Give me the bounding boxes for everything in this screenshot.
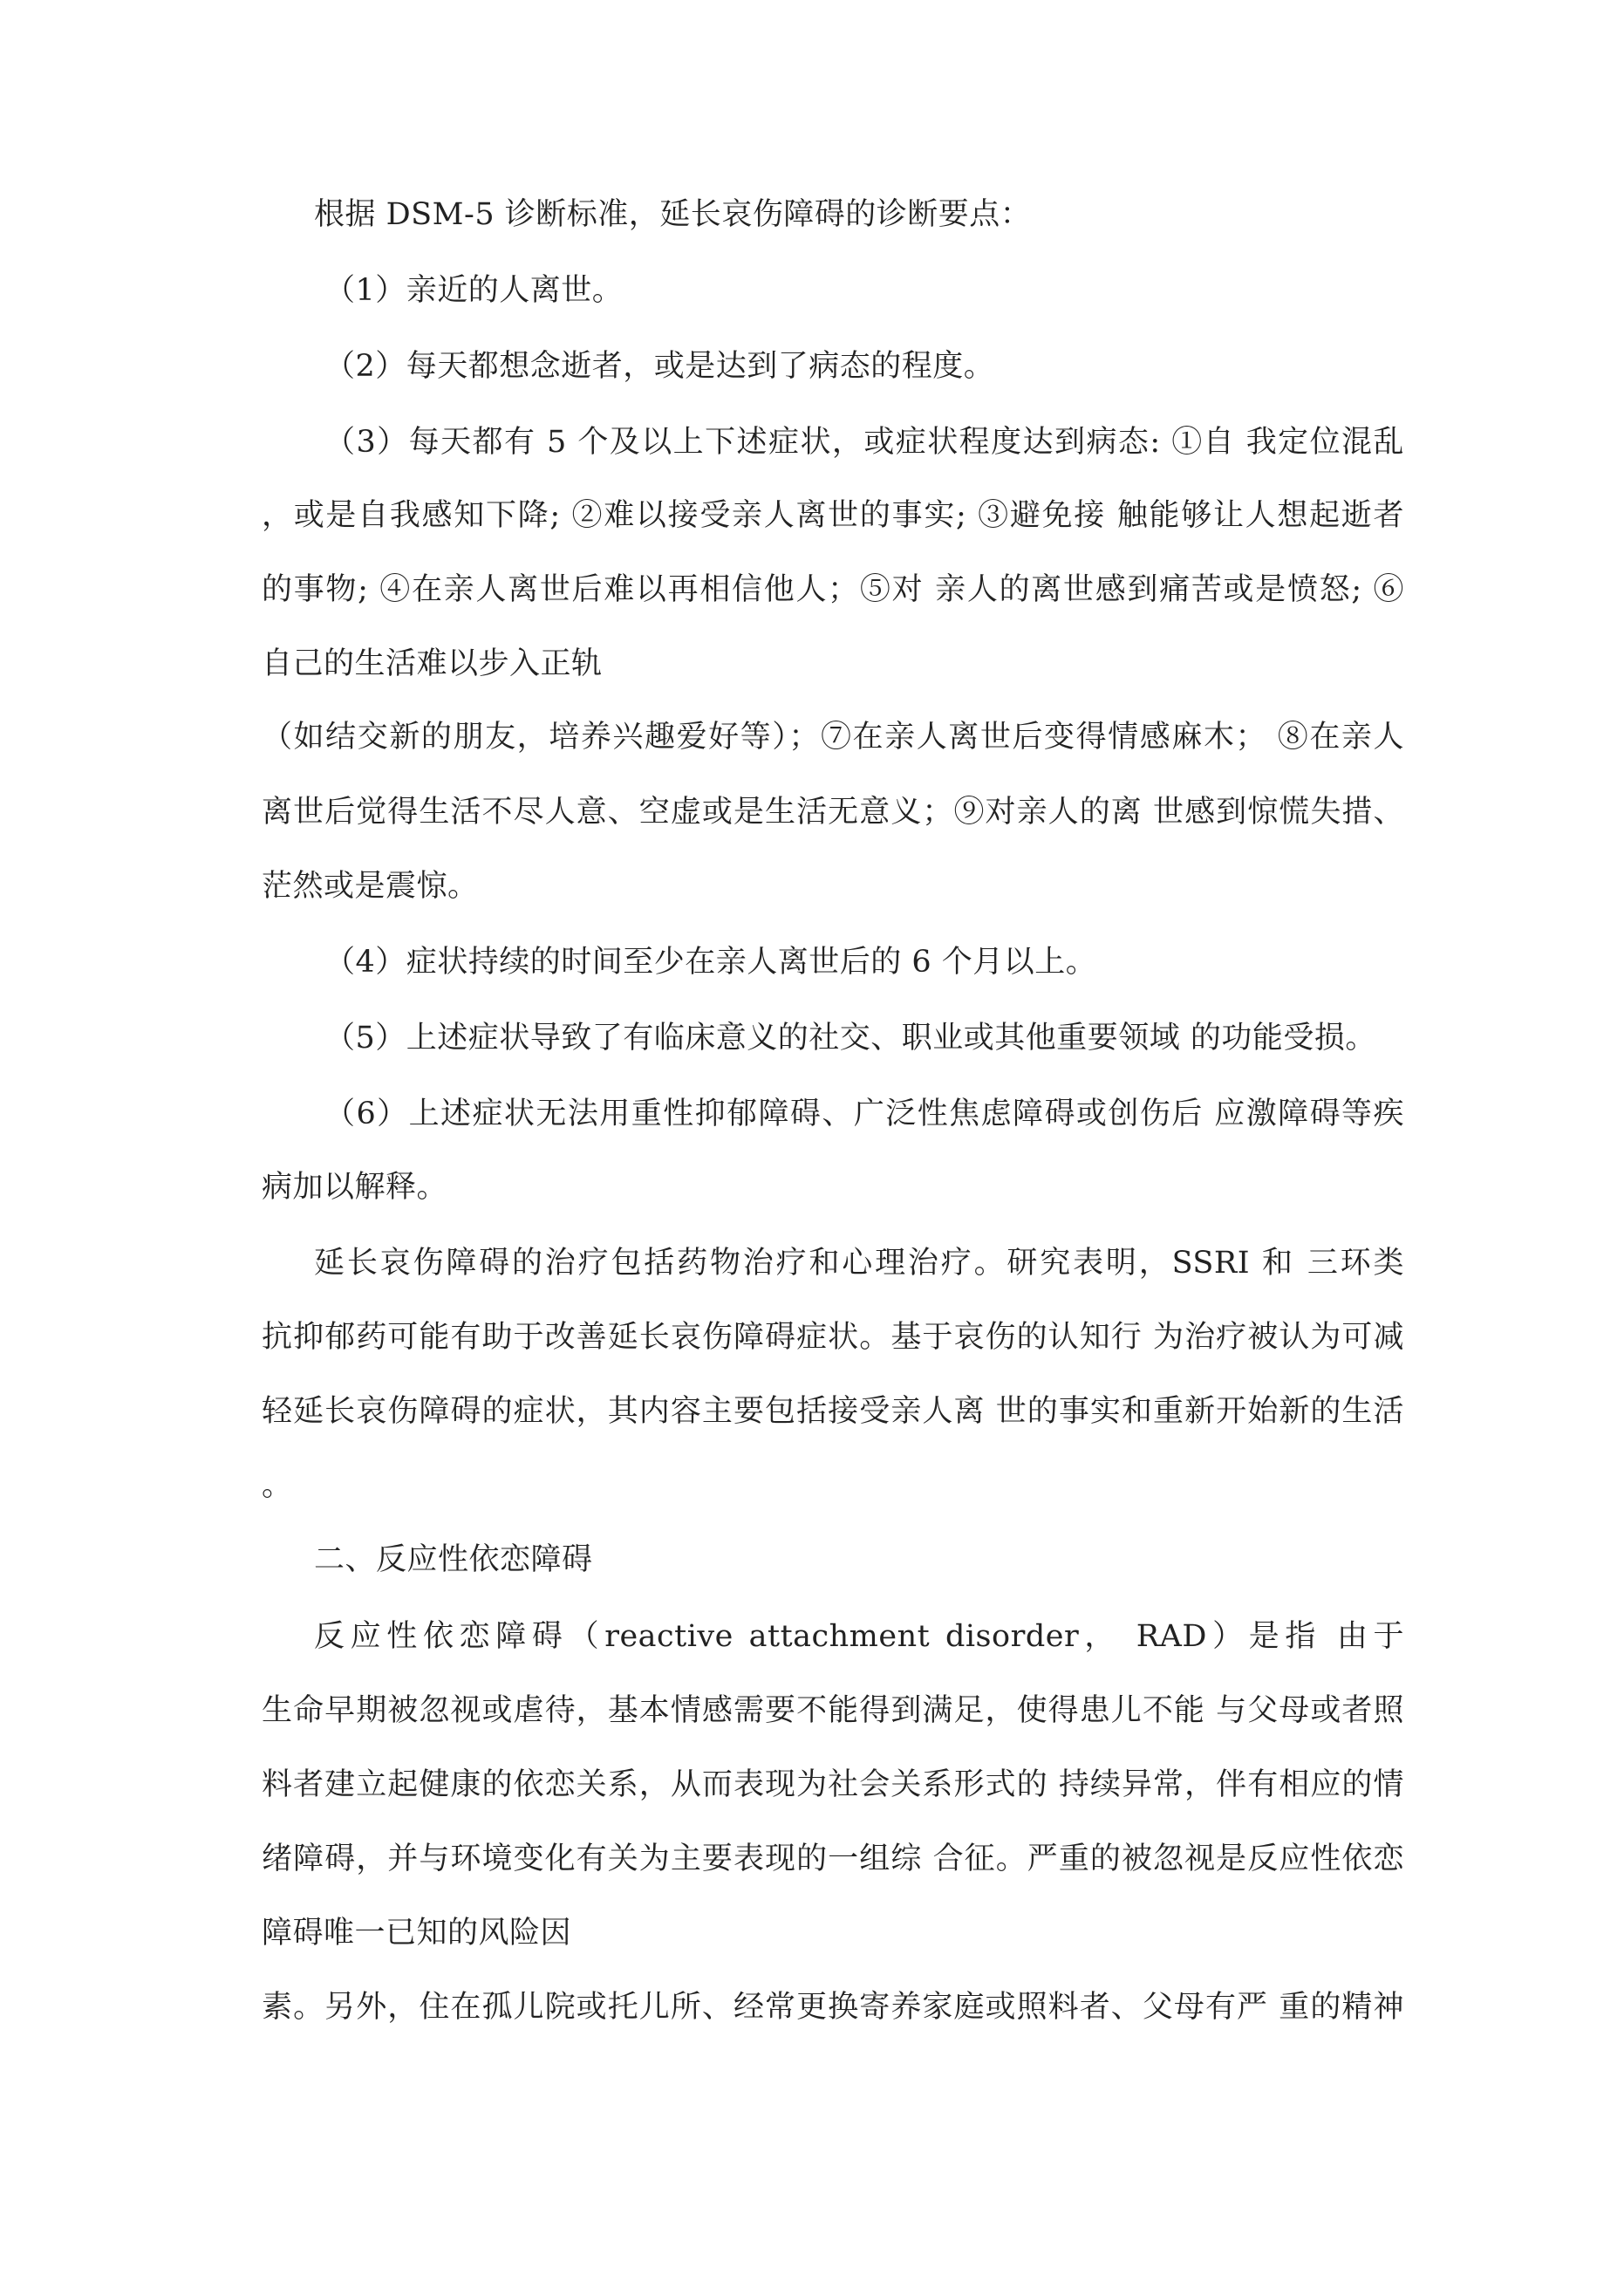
criterion-1: （1）亲近的人离世。 [324,273,624,308]
criterion-4: （4）症状持续的时间至少在亲人离世后的 6 个月以上。 [324,945,1097,980]
criterion-3-line-2: ，或是自我感知下降; ②难以接受亲人离世的事实; ③避免接 触能够让人想起逝者 [262,498,1404,533]
criterion-3-line-4: 自己的生活难以步入正轨 [262,646,603,681]
section-heading: 二、反应性依恋障碍 [314,1542,593,1577]
criterion-6-line-1: （6）上述症状无法用重性抑郁障碍、广泛性焦虑障碍或创伤后 应激障碍等疾 [324,1097,1404,1131]
criterion-3-line-3: 的事物; ④在亲人离世后难以再相信他人；⑤对 亲人的离世感到痛苦或是愤怒; ⑥ [262,572,1404,607]
treatment-line-3: 轻延长哀伤障碍的症状，其内容主要包括接受亲人离 世的事实和重新开始新的生活 [262,1394,1404,1429]
criterion-2: （2）每天都想念逝者，或是达到了病态的程度。 [324,349,995,384]
treatment-line-1: 延长哀伤障碍的治疗包括药物治疗和心理治疗。研究表明，SSRI 和 三环类 [314,1246,1404,1281]
treatment-line-4: 。 [262,1468,293,1503]
paragraph-intro: 根据 DSM-5 诊断标准，延长哀伤障碍的诊断要点： [314,197,1032,232]
criterion-6-line-2: 病加以解释。 [262,1170,448,1205]
rad-line-6: 素。另外，住在孤儿院或托儿所、经常更换寄养家庭或照料者、父母有严 重的精神 [262,1990,1404,2025]
rad-line-3: 料者建立起健康的依恋关系，从而表现为社会关系形式的 持续异常，伴有相应的情 [262,1767,1404,1802]
criterion-3-line-6: 离世后觉得生活不尽人意、空虚或是生活无意义；⑨对亲人的离 世感到惊慌失措、 [262,795,1404,830]
rad-line-5: 障碍唯一已知的风险因 [262,1916,572,1951]
criterion-3-line-7: 茫然或是震惊。 [262,869,479,904]
criterion-5: （5）上述症状导致了有临床意义的社交、职业或其他重要领域 的功能受损。 [324,1021,1376,1056]
treatment-line-2: 抗抑郁药可能有助于改善延长哀伤障碍症状。基于哀伤的认知行 为治疗被认为可减 [262,1320,1404,1355]
rad-line-2: 生命早期被忽视或虐待，基本情感需要不能得到满足，使得患儿不能 与父母或者照 [262,1693,1404,1728]
criterion-3-line-5: （如结交新的朋友，培养兴趣爱好等）；⑦在亲人离世后变得情感麻木； ⑧在亲人 [262,720,1404,755]
criterion-3-line-1: （3）每天都有 5 个及以上下述症状，或症状程度达到病态: ①自 我定位混乱 [324,425,1404,460]
rad-line-1: 反应性依恋障碍（reactive attachment disorder， RAD）是指 由于 [314,1619,1404,1654]
rad-line-4: 绪障碍，并与环境变化有关为主要表现的一组综 合征。严重的被忽视是反应性依恋 [262,1842,1404,1876]
